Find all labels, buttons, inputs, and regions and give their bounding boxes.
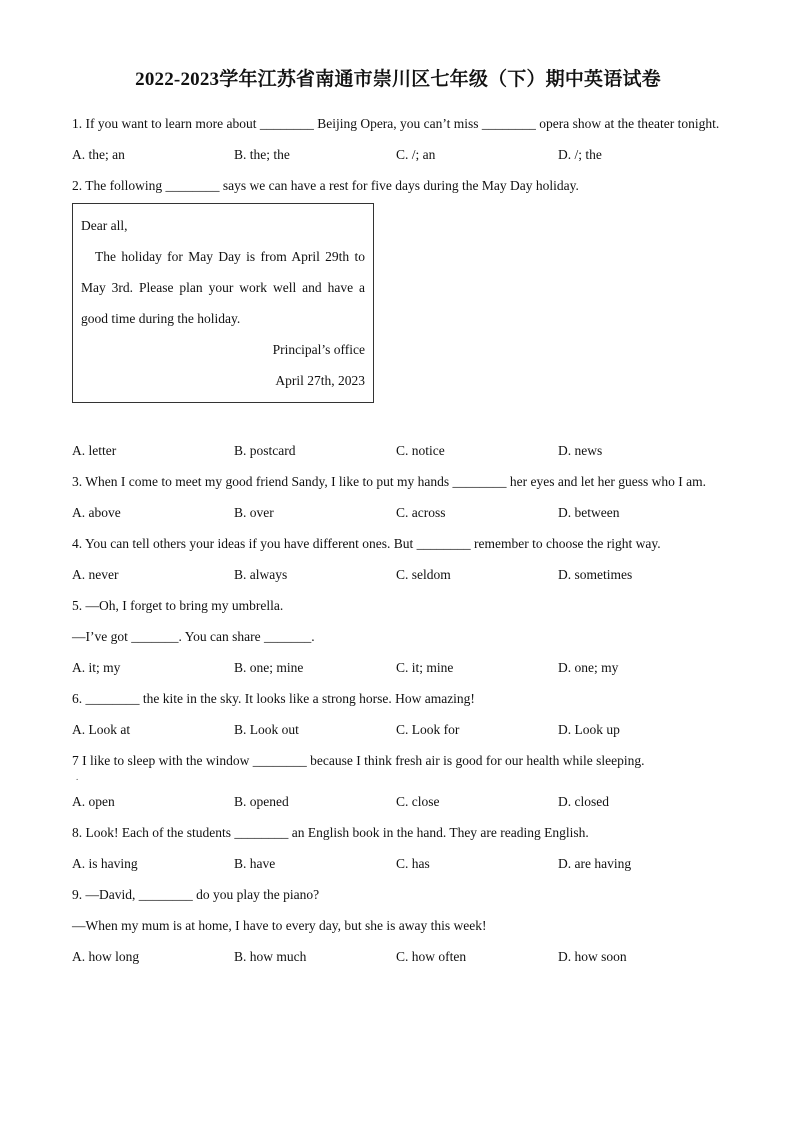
option-c[interactable]: C. has: [396, 856, 430, 871]
option-c[interactable]: C. how often: [396, 949, 467, 964]
notice-box: [72, 203, 374, 403]
option-c[interactable]: C. close: [396, 794, 440, 809]
option-c[interactable]: C. across: [396, 505, 446, 520]
option-d[interactable]: D. sometimes: [558, 567, 633, 582]
option-d[interactable]: D. news: [558, 443, 603, 458]
option-b[interactable]: B. postcard: [234, 443, 296, 458]
question-5-line-2: —I’ve got _______. You can share _______.: [72, 629, 315, 644]
option-c[interactable]: C. it; mine: [396, 660, 454, 675]
option-d[interactable]: D. /; the: [558, 147, 602, 162]
question-7-stem: 7 I like to sleep with the window ________ because I think fresh air is good for our health while sleeping.: [72, 753, 645, 768]
option-a[interactable]: A. never: [72, 567, 119, 582]
question-2-stem: 2. The following ________ says we can have a rest for five days during the May Day holiday.: [72, 178, 579, 193]
option-b[interactable]: B. have: [234, 856, 276, 871]
notice-greeting: Dear all,: [81, 218, 128, 233]
option-a[interactable]: A. it; my: [72, 660, 121, 675]
option-a[interactable]: A. letter: [72, 443, 117, 458]
option-b[interactable]: B. opened: [234, 794, 289, 809]
question-3-stem: 3. When I come to meet my good friend Sandy, I like to put my hands ________ her eyes and let her guess who I am.: [72, 474, 706, 489]
option-a[interactable]: A. is having: [72, 856, 138, 871]
option-d[interactable]: D. closed: [558, 794, 609, 809]
question-9-options: [72, 941, 724, 972]
option-d[interactable]: D. between: [558, 505, 620, 520]
question-3-options: [72, 497, 724, 528]
question-1-options: [72, 139, 724, 170]
option-a[interactable]: A. how long: [72, 949, 140, 964]
option-d[interactable]: D. Look up: [558, 722, 620, 737]
option-a[interactable]: A. above: [72, 505, 121, 520]
option-b[interactable]: B. how much: [234, 949, 307, 964]
option-a[interactable]: A. Look at: [72, 722, 131, 737]
option-a[interactable]: A. open: [72, 794, 115, 809]
question-9-line-1: 9. —David, ________ do you play the piano?: [72, 887, 320, 902]
option-c[interactable]: C. notice: [396, 443, 445, 458]
option-b[interactable]: B. the; the: [234, 147, 290, 162]
option-b[interactable]: B. one; mine: [234, 660, 304, 675]
question-2-options: [72, 435, 724, 466]
option-b[interactable]: B. Look out: [234, 722, 299, 737]
question-4-stem: 4. You can tell others your ideas if you have different ones. But ________ remember to choose the right way.: [72, 536, 661, 551]
question-8-stem: 8. Look! Each of the students ________ an English book in the hand. They are reading English.: [72, 825, 589, 840]
question-6-stem: 6. ________ the kite in the sky. It looks like a strong horse. How amazing!: [72, 691, 475, 706]
option-d[interactable]: D. one; my: [558, 660, 619, 675]
question-1-stem: 1. If you want to learn more about ________ Beijing Opera, you can’t miss ________ opera show at the theater tonight.: [72, 116, 720, 131]
question-6-options: [72, 714, 724, 745]
option-c[interactable]: C. /; an: [396, 147, 436, 162]
option-b[interactable]: B. always: [234, 567, 288, 582]
question-4-options: [72, 559, 724, 590]
option-a[interactable]: A. the; an: [72, 147, 125, 162]
option-c[interactable]: C. seldom: [396, 567, 451, 582]
exam-page: [72, 66, 724, 972]
question-8-options: [72, 848, 724, 879]
notice-signature: Principal’s office: [272, 342, 365, 357]
question-7-options: [72, 786, 724, 817]
question-5-options: [72, 652, 724, 683]
notice-date: April 27th, 2023: [275, 373, 365, 388]
option-d[interactable]: D. how soon: [558, 949, 627, 964]
option-d[interactable]: D. are having: [558, 856, 632, 871]
question-5-line-1: 5. —Oh, I forget to bring my umbrella.: [72, 598, 284, 613]
option-b[interactable]: B. over: [234, 505, 274, 520]
question-7-mark: .: [76, 772, 79, 782]
question-9-line-2: —When my mum is at home, I have to every day, but she is away this week!: [72, 918, 487, 933]
exam-title: 2022-2023学年江苏省南通市崇川区七年级（下）期中英语试卷: [135, 69, 661, 90]
notice-body: The holiday for May Day is from April 29th to May 3rd. Please plan your work well and have a good time during the holiday.: [81, 249, 365, 326]
option-c[interactable]: C. Look for: [396, 722, 460, 737]
